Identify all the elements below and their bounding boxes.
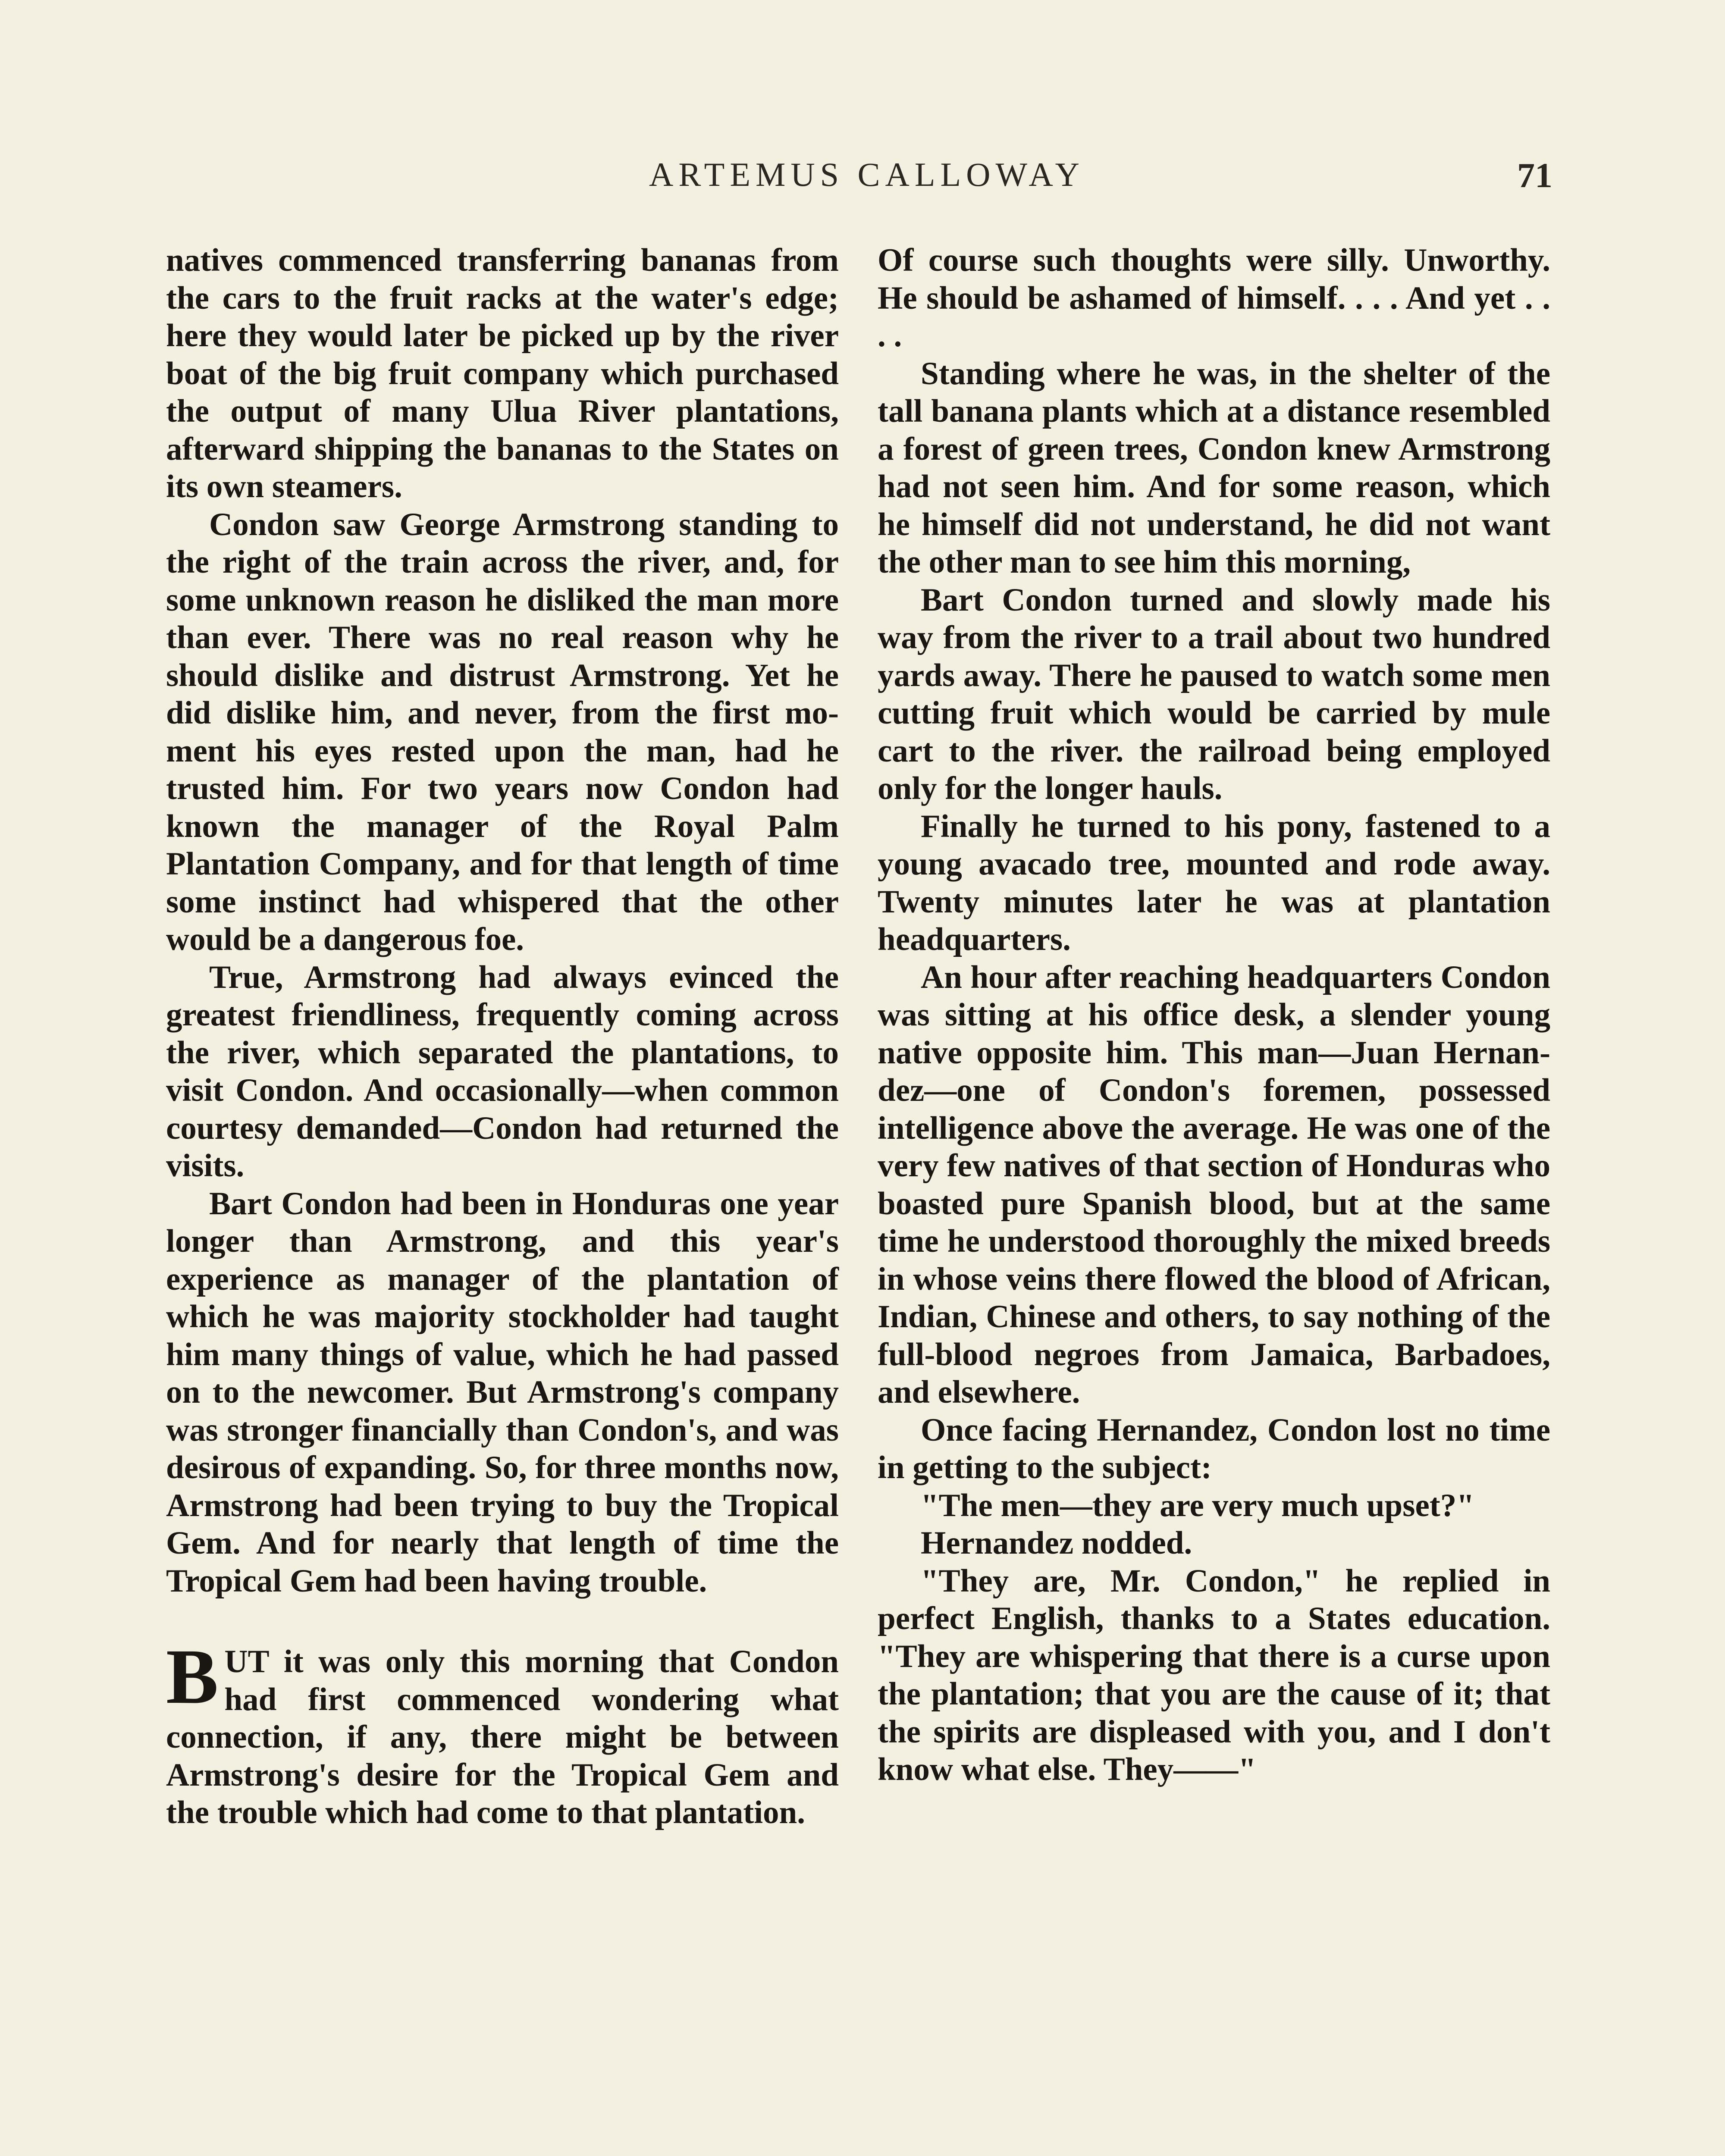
- right-column: [878, 241, 1550, 1789]
- page-number: 71: [1517, 156, 1552, 195]
- paragraph: True, Armstrong had always evinced the greatest friendliness, frequently coming across the river, which separated the plantations, to visit Condon. And occasionally—when common courtesy demanded—Condon had returned the visits.: [166, 959, 839, 1184]
- paragraph: Bart Condon turned and slowly made his way from the river to a trail about two hundred yards away. There he paused to watch some men cutting fruit which would be carried by mule cart to the river. the railroad being employed only for the longer hauls.: [878, 582, 1550, 806]
- page-header: [0, 155, 1725, 207]
- paragraph: Standing where he was, in the shelter of the tall banana plants which at a distance resembled a forest of green trees, Condon knew Armstrong had not seen him. And for some reason, which he himself did not understand, he did not want the other man to see him this morning,: [878, 355, 1550, 580]
- paragraph-text: UT it was only this morning that Condon had first commenced wondering what connection, if any, there might be between Armstrong's desire for the Tropical Gem and the trouble which had come to that plantation.: [166, 1644, 839, 1830]
- left-column: [166, 241, 839, 1832]
- paragraph: "The men—they are very much upset?": [921, 1487, 1474, 1523]
- paragraph: Once facing Hernandez, Condon lost no time in getting to the subject:: [878, 1412, 1550, 1485]
- running-title: ARTEMUS CALLOWAY: [649, 156, 1085, 193]
- paragraph: Of course such thoughts were silly. Unworthy. He should be ashamed of himself. . . . And yet . . . .: [878, 242, 1550, 354]
- paragraph: natives commenced transferring bananas from the cars to the fruit racks at the water's edge; here they would later be picked up by the river boat of the big fruit company which purchased the output of many Ulua River plantations, afterward shipping the bananas to the States on its own steamers.: [166, 242, 839, 505]
- paragraph: Condon saw George Armstrong standing to the right of the train across the river, and, for some unknown reason he disliked the man more than ever. There was no real reason why he should dislike and distrust Armstrong. Yet he did dislike him, and never, from the first moment his eyes rested upon the man, had he trusted him. For two years now Condon had known the manager of the Royal Palm Plantation Company, and for that length of time some instinct had whispered that the other would be a dangerous foe.: [166, 506, 839, 957]
- section-opening-paragraph: [166, 1633, 839, 1832]
- drop-cap: B: [166, 1633, 219, 1720]
- paragraph: Hernandez nodded.: [921, 1525, 1192, 1561]
- paragraph: Finally he turned to his pony, fastened to a young avacado tree, mounted and rode away. Twenty minutes later he was at plantation headquarters.: [878, 808, 1550, 957]
- paragraph: An hour after reaching headquarters Condon was sitting at his office desk, a slender young native opposite him. This man—Juan Hernandez—one of Condon's foremen, possessed intelligence above the average. He was one of the very few natives of that section of Honduras who boasted pure Spanish blood, but at the same time he understood thoroughly the mixed breeds in whose veins there flowed the blood of African, Indian, Chinese and others, to say nothing of the full-blood negroes from Jamaica, Barbadoes, and elsewhere.: [878, 959, 1550, 1410]
- paragraph: "They are, Mr. Condon," he replied in perfect English, thanks to a States education. "They are whispering that there is a curse upon the plantation; that you are the cause of it; that the spirits are displeased with you, and I don't know what else. They——": [878, 1563, 1550, 1787]
- paragraph: Bart Condon had been in Honduras one year longer than Armstrong, and this year's experience as manager of the plantation of which he was majority stockholder had taught him many things of value, which he had passed on to the newcomer. But Armstrong's company was stronger financially than Condon's, and was desirous of expanding. So, for three months now, Armstrong had been trying to buy the Tropical Gem. And for nearly that length of time the Tropical Gem had been having trouble.: [166, 1185, 839, 1599]
